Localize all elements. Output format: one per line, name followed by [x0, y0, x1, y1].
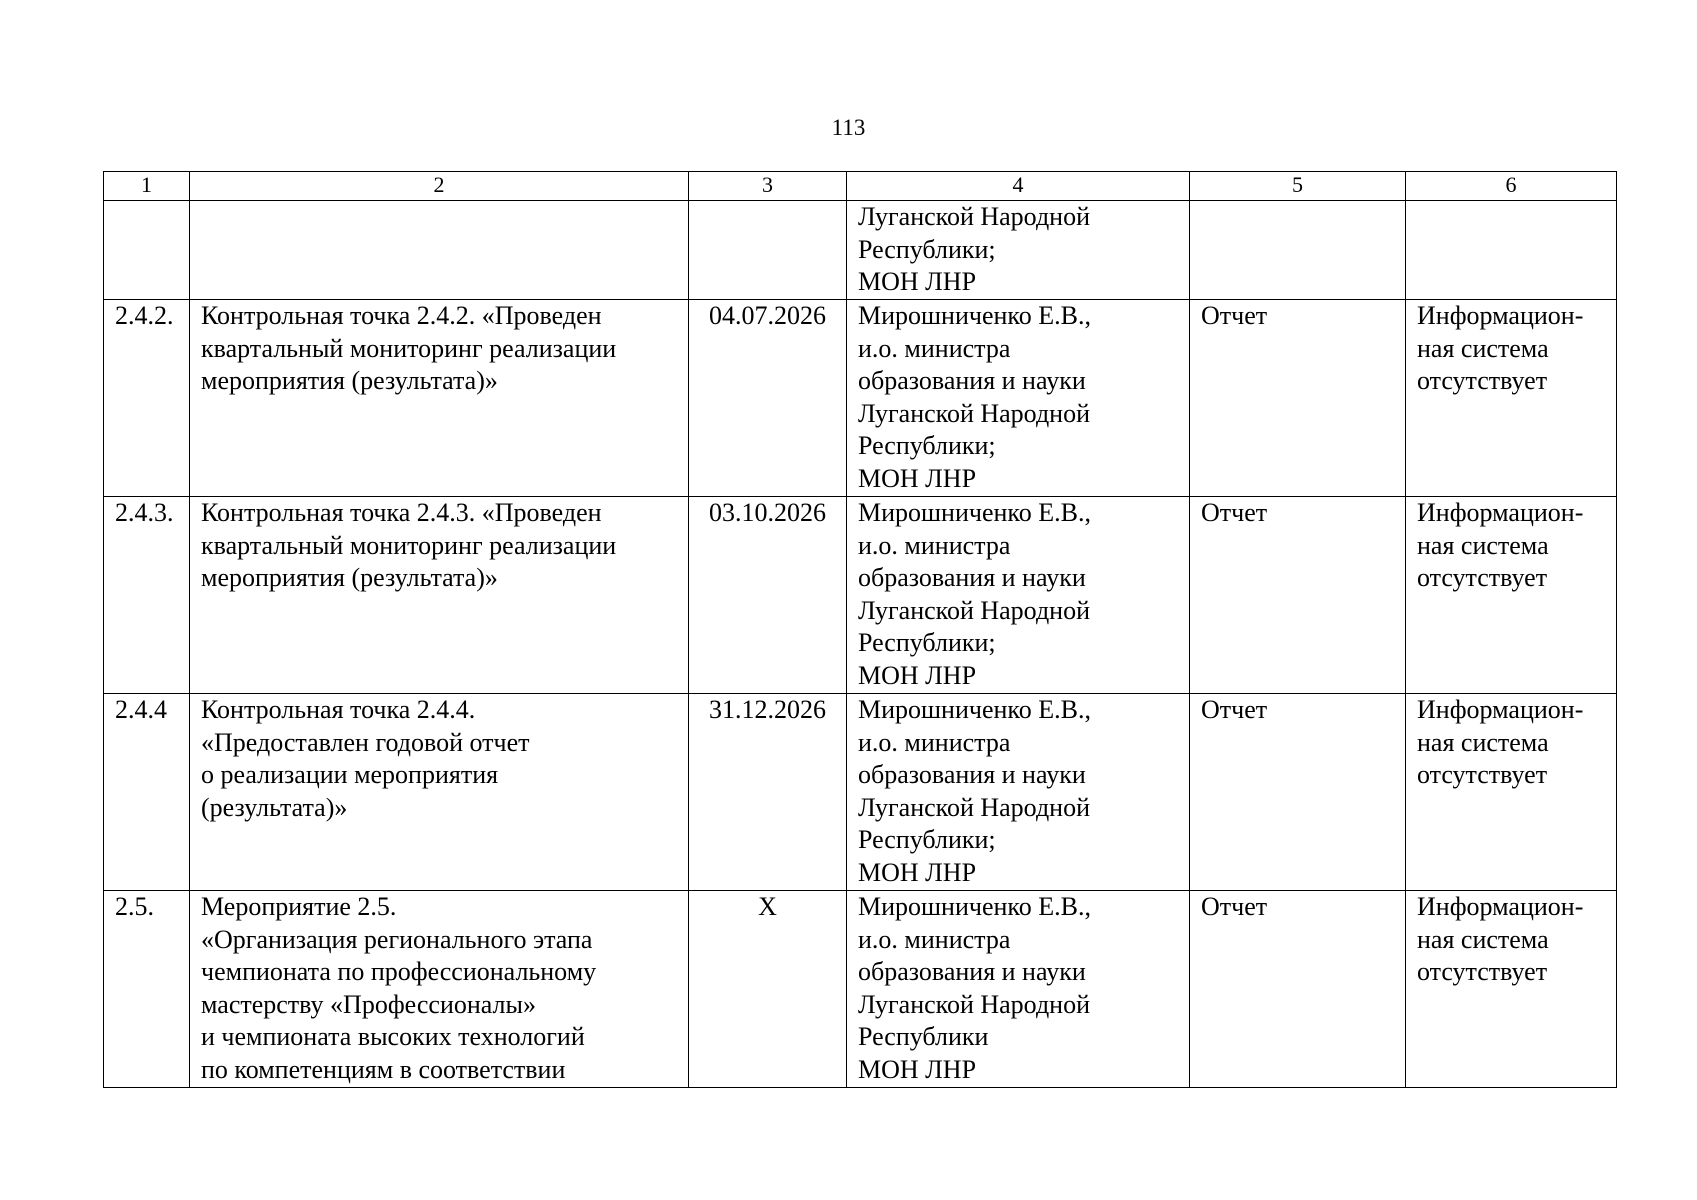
responsible-line: Мирошниченко Е.В.,: [858, 301, 1091, 330]
responsible-line: и.о. министра: [858, 333, 1011, 363]
responsible-line: Мирошниченко Е.В.,: [858, 892, 1091, 921]
table-row: [104, 300, 1617, 497]
column-header: 3: [689, 172, 847, 201]
cell-date: [689, 201, 847, 300]
responsible-line: Республики;: [858, 234, 996, 264]
table-header-row: [104, 172, 1617, 201]
title-line: о реализации мероприятия: [201, 760, 499, 790]
cell-responsible: [847, 694, 1190, 891]
cell-system: [1406, 694, 1617, 891]
title-line: Контрольная точка 2.4.2. «Проведен: [201, 301, 602, 330]
system-line: отсутствует: [1417, 957, 1548, 987]
cell-num: [104, 201, 190, 300]
cell-title: [190, 694, 689, 891]
cell-responsible: [847, 201, 1190, 300]
cell-system: [1406, 300, 1617, 497]
system-line: ная система: [1417, 530, 1549, 560]
system-line: отсутствует: [1417, 760, 1548, 790]
title-line: (результата)»: [201, 792, 348, 822]
table-row: [104, 497, 1617, 694]
responsible-line: Луганской Народной: [858, 398, 1090, 428]
column-header: 1: [104, 172, 190, 201]
responsible-line: Республики: [858, 1022, 989, 1052]
responsible-line: Мирошниченко Е.В.,: [858, 498, 1091, 527]
responsible-line: МОН ЛНР: [858, 857, 977, 887]
responsible-line: МОН ЛНР: [858, 267, 977, 297]
cell-date: X: [689, 891, 847, 1088]
responsible-line: образования и науки: [858, 957, 1086, 987]
responsible-line: Республики;: [858, 628, 996, 658]
title-line: квартальный мониторинг реализации: [201, 530, 617, 560]
cell-document: Отчет: [1190, 694, 1406, 891]
responsible-line: и.о. министра: [858, 727, 1011, 757]
title-line: Контрольная точка 2.4.3. «Проведен: [201, 498, 602, 527]
responsible-line: образования и науки: [858, 563, 1086, 593]
table-row-continuation: [104, 201, 1617, 300]
table-row: [104, 694, 1617, 891]
cell-responsible: [847, 300, 1190, 497]
title-line: мероприятия (результата)»: [201, 563, 498, 593]
responsible-line: образования и науки: [858, 366, 1086, 396]
cell-num: 2.4.3.: [104, 497, 190, 694]
title-line: «Организация регионального этапа: [201, 924, 593, 954]
system-line: Информацион-: [1417, 301, 1584, 330]
responsible-line: МОН ЛНР: [858, 1054, 977, 1084]
page-number: 113: [831, 115, 866, 140]
title-line: чемпионата по профессиональному: [201, 957, 597, 987]
responsible-line: Луганской Народной: [858, 989, 1090, 1019]
title-line: Мероприятие 2.5.: [201, 892, 397, 921]
title-line: Контрольная точка 2.4.4.: [201, 695, 476, 724]
responsible-line: Республики;: [858, 431, 996, 461]
column-header: 6: [1406, 172, 1617, 201]
cell-title: [190, 201, 689, 300]
cell-date: 03.10.2026: [689, 497, 847, 694]
system-line: Информацион-: [1417, 695, 1584, 724]
responsible-line: Мирошниченко Е.В.,: [858, 695, 1091, 724]
responsible-line: Луганской Народной: [858, 202, 1090, 231]
system-line: отсутствует: [1417, 563, 1548, 593]
system-line: ная система: [1417, 924, 1549, 954]
cell-system: [1406, 891, 1617, 1088]
cell-date: 04.07.2026: [689, 300, 847, 497]
title-line: по компетенциям в соответствии: [201, 1054, 566, 1084]
responsible-line: и.о. министра: [858, 530, 1011, 560]
cell-title: [190, 497, 689, 694]
title-line: мероприятия (результата)»: [201, 366, 498, 396]
responsible-line: Республики;: [858, 825, 996, 855]
cell-system: [1406, 201, 1617, 300]
cell-num: 2.5.: [104, 891, 190, 1088]
cell-num: 2.4.4: [104, 694, 190, 891]
responsible-line: Луганской Народной: [858, 595, 1090, 625]
cell-system: [1406, 497, 1617, 694]
responsible-line: МОН ЛНР: [858, 463, 977, 493]
cell-responsible: [847, 497, 1190, 694]
system-line: Информацион-: [1417, 498, 1584, 527]
title-line: мастерству «Профессионалы»: [201, 989, 536, 1019]
column-header: 2: [190, 172, 689, 201]
cell-document: Отчет: [1190, 300, 1406, 497]
cell-document: Отчет: [1190, 497, 1406, 694]
system-line: ная система: [1417, 727, 1549, 757]
responsible-line: МОН ЛНР: [858, 660, 977, 690]
table-row: [104, 891, 1617, 1088]
column-header: 4: [847, 172, 1190, 201]
responsible-line: образования и науки: [858, 760, 1086, 790]
plan-table: [103, 171, 1617, 1088]
cell-title: [190, 891, 689, 1088]
title-line: квартальный мониторинг реализации: [201, 333, 617, 363]
system-line: отсутствует: [1417, 366, 1548, 396]
cell-num: 2.4.2.: [104, 300, 190, 497]
system-line: ная система: [1417, 333, 1549, 363]
cell-document: Отчет: [1190, 891, 1406, 1088]
cell-date: 31.12.2026: [689, 694, 847, 891]
title-line: «Предоставлен годовой отчет: [201, 727, 530, 757]
responsible-line: Луганской Народной: [858, 792, 1090, 822]
cell-responsible: [847, 891, 1190, 1088]
cell-document: [1190, 201, 1406, 300]
title-line: и чемпионата высоких технологий: [201, 1022, 585, 1052]
cell-title: [190, 300, 689, 497]
responsible-line: и.о. министра: [858, 924, 1011, 954]
column-header: 5: [1190, 172, 1406, 201]
system-line: Информацион-: [1417, 892, 1584, 921]
